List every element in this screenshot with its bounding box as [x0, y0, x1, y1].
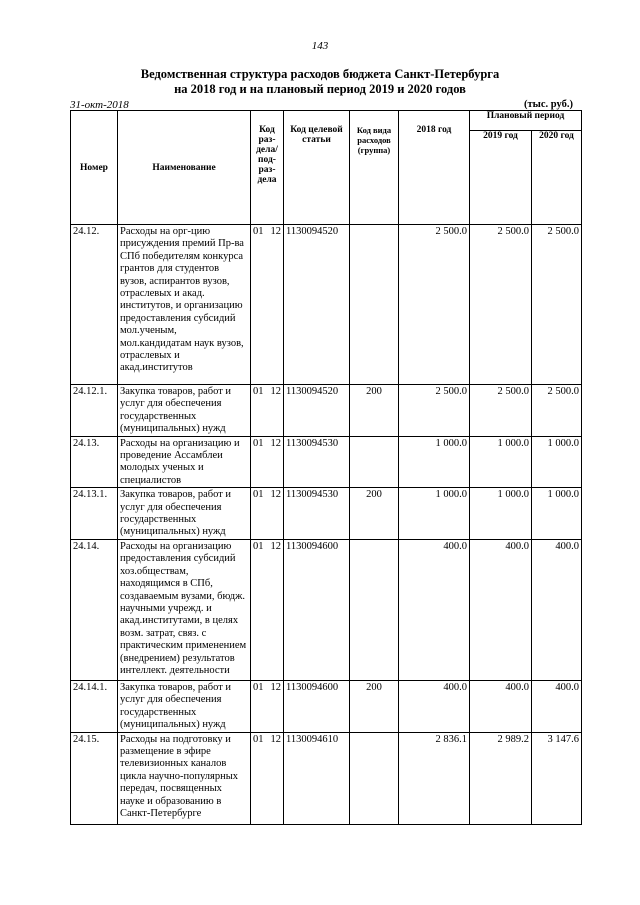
table-row — [71, 488, 582, 540]
row-2019: 400.0 — [470, 680, 532, 732]
row-name: Расходы на организацию предоставления субсидий хоз.обществам, находящимся в СПб, создаваемым вузами, бюдж. научными учрежд. и акад.институтами, в целях возм. затрат, связ. с практическим применением (внедрением) результатов интеллект. деятельности — [118, 539, 251, 680]
row-2018: 2 500.0 — [399, 385, 470, 437]
subsection-code: 12 — [270, 540, 281, 552]
row-number: 24.14. — [71, 539, 118, 680]
row-2018: 400.0 — [399, 680, 470, 732]
row-expense-type: 200 — [350, 488, 399, 540]
row-number: 24.13. — [71, 436, 118, 488]
row-2020: 2 500.0 — [532, 385, 582, 437]
row-number: 24.14.1. — [71, 680, 118, 732]
header-target-code: Код целевой статьи — [284, 111, 350, 225]
table-row — [71, 680, 582, 732]
table-row — [71, 385, 582, 437]
table-row — [71, 225, 582, 385]
subsection-code: 12 — [270, 437, 281, 449]
row-section — [251, 488, 284, 540]
row-section — [251, 539, 284, 680]
row-2018: 1 000.0 — [399, 488, 470, 540]
row-2020: 1 000.0 — [532, 436, 582, 488]
row-expense-type — [350, 539, 399, 680]
subsection-code: 12 — [270, 681, 281, 693]
header-2018: 2018 год — [399, 111, 470, 225]
row-2018: 2 836.1 — [399, 732, 470, 824]
row-section — [251, 680, 284, 732]
row-section — [251, 385, 284, 437]
table-row — [71, 436, 582, 488]
row-name: Расходы на организацию и проведение Ассамблеи молодых ученых и специалистов — [118, 436, 251, 488]
row-number: 24.12.1. — [71, 385, 118, 437]
row-target: 1130094610 — [284, 732, 350, 824]
row-2020: 400.0 — [532, 539, 582, 680]
row-expense-type: 200 — [350, 680, 399, 732]
row-number: 24.13.1. — [71, 488, 118, 540]
subsection-code: 12 — [270, 386, 281, 397]
header-name: Наименование — [118, 111, 251, 225]
header-expense-type-code: Код вида расходов (группа) — [350, 111, 399, 225]
section-code: 01 — [253, 386, 264, 397]
header-planned-period: Плановый период — [470, 111, 582, 131]
table-row — [71, 732, 582, 824]
row-expense-type — [350, 436, 399, 488]
row-2018: 1 000.0 — [399, 436, 470, 488]
header-2020: 2020 год — [532, 131, 582, 225]
section-code: 01 — [253, 681, 264, 693]
row-target: 1130094520 — [284, 385, 350, 437]
row-section — [251, 225, 284, 385]
title-line-2: на 2018 год и на плановый период 2019 и 2020 годов — [174, 82, 466, 96]
row-target: 1130094530 — [284, 488, 350, 540]
subsection-code: 12 — [270, 226, 281, 237]
units-label: (тыс. руб.) — [524, 99, 573, 110]
table-row — [71, 539, 582, 680]
row-section — [251, 732, 284, 824]
header-2019: 2019 год — [470, 131, 532, 225]
row-section — [251, 436, 284, 488]
section-code: 01 — [253, 540, 264, 552]
row-expense-type — [350, 225, 399, 385]
header-section-code: Код раз-дела/ под-раз-дела — [251, 111, 284, 225]
section-code: 01 — [253, 226, 264, 237]
row-2019: 1 000.0 — [470, 488, 532, 540]
row-name: Закупка товаров, работ и услуг для обеспечения государственных (муниципальных) нужд — [118, 488, 251, 540]
subsection-code: 12 — [270, 733, 281, 745]
row-2020: 2 500.0 — [532, 225, 582, 385]
row-number: 24.12. — [71, 225, 118, 385]
section-code: 01 — [253, 437, 264, 449]
subsection-code: 12 — [270, 489, 281, 501]
row-2020: 400.0 — [532, 680, 582, 732]
row-2020: 1 000.0 — [532, 488, 582, 540]
row-name: Закупка товаров, работ и услуг для обеспечения государственных (муниципальных) нужд — [118, 385, 251, 437]
page-number: 143 — [311, 40, 329, 52]
row-expense-type: 200 — [350, 385, 399, 437]
row-target: 1130094600 — [284, 680, 350, 732]
title-line-1: Ведомственная структура расходов бюджета Санкт-Петербурга — [140, 67, 500, 81]
row-2018: 2 500.0 — [399, 225, 470, 385]
row-2019: 400.0 — [470, 539, 532, 680]
row-2019: 2 989.2 — [470, 732, 532, 824]
row-target: 1130094520 — [284, 225, 350, 385]
section-code: 01 — [253, 733, 264, 745]
row-name: Расходы на орг-цию присуждения премий Пр-ва СПб победителям конкурса грантов для студентов вузов, аспирантов вузов, отраслевых и акад. институтов, и организацию предоставления субсидий мол.ученым, мол.кандидатам наук вузов, отраслевых и акад.институтов — [118, 225, 251, 385]
header-number: Номер — [71, 111, 118, 225]
row-number: 24.15. — [71, 732, 118, 824]
row-2020: 3 147.6 — [532, 732, 582, 824]
row-expense-type — [350, 732, 399, 824]
report-date: 31-окт-2018 — [70, 99, 129, 111]
expense-table — [70, 110, 582, 825]
section-code: 01 — [253, 489, 264, 501]
document-title — [0, 67, 640, 97]
row-name: Закупка товаров, работ и услуг для обеспечения государственных (муниципальных) нужд — [118, 680, 251, 732]
row-target: 1130094600 — [284, 539, 350, 680]
row-name: Расходы на подготовку и размещение в эфире телевизионных каналов цикла научно-популярных передач, посвященных науке и образованию в Санкт-Петербурге — [118, 732, 251, 824]
row-2018: 400.0 — [399, 539, 470, 680]
row-2019: 2 500.0 — [470, 225, 532, 385]
row-2019: 1 000.0 — [470, 436, 532, 488]
row-2019: 2 500.0 — [470, 385, 532, 437]
row-target: 1130094530 — [284, 436, 350, 488]
